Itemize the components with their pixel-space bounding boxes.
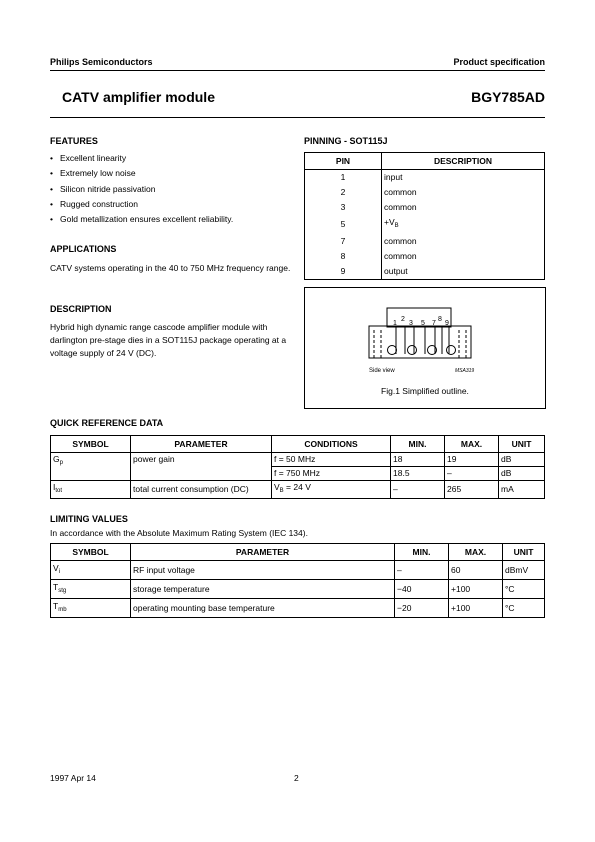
condition-main: V xyxy=(274,482,280,492)
table-row xyxy=(51,599,545,618)
pin-description-main: +V xyxy=(384,217,395,227)
parameter-cell: total current consumption (DC) xyxy=(131,481,272,499)
figure-caption: Fig.1 Simplified outline. xyxy=(381,386,469,396)
feature-item: • Silicon nitride passivation xyxy=(50,182,295,197)
symbol-subscript: p xyxy=(59,460,63,466)
pinning-heading: PINNING - SOT115J xyxy=(304,136,388,146)
pin-label: 1 xyxy=(393,320,397,327)
min-cell: – xyxy=(395,561,449,580)
symbol-main: G xyxy=(53,454,60,464)
symbol-cell xyxy=(51,561,131,580)
symbol-cell xyxy=(51,580,131,599)
col-symbol: SYMBOL xyxy=(51,544,131,561)
feature-item: • Gold metallization ensures excellent reliability. xyxy=(50,212,295,227)
conditions-cell xyxy=(272,481,391,499)
mounting-hole xyxy=(408,346,417,355)
pin-number: 5 xyxy=(305,215,382,234)
table-row xyxy=(305,234,545,249)
min-cell: 18 xyxy=(391,453,445,467)
limiting-intro: In accordance with the Absolute Maximum Rating System (IEC 134). xyxy=(50,528,308,538)
col-conditions: CONDITIONS xyxy=(272,436,391,453)
description-heading: DESCRIPTION xyxy=(50,304,112,314)
applications-heading: APPLICATIONS xyxy=(50,244,117,254)
max-cell: +100 xyxy=(449,599,503,618)
col-unit: UNIT xyxy=(499,436,545,453)
symbol-cell xyxy=(51,453,131,481)
parameter-cell: operating mounting base temperature xyxy=(131,599,395,618)
limiting-heading: LIMITING VALUES xyxy=(50,514,128,524)
figure-code: MSA319 xyxy=(455,368,475,374)
table-row xyxy=(51,453,545,467)
condition-tail: = 24 V xyxy=(283,482,311,492)
parameter-cell: power gain xyxy=(131,453,272,481)
conditions-cell: f = 50 MHz xyxy=(272,453,391,467)
pin-number: 3 xyxy=(305,200,382,215)
header-company: Philips Semiconductors xyxy=(50,57,153,67)
table-row xyxy=(51,481,545,499)
applications-text: CATV systems operating in the 40 to 750 MHz frequency range. xyxy=(50,263,291,273)
pin-label: 9 xyxy=(445,320,449,327)
table-row xyxy=(305,185,545,200)
features-heading: FEATURES xyxy=(50,136,98,146)
header-doctype: Product specification xyxy=(453,57,545,67)
figure-box xyxy=(304,287,546,409)
symbol-main: I xyxy=(53,482,56,492)
features-list xyxy=(50,151,295,227)
footer-date: 1997 Apr 14 xyxy=(50,773,96,783)
table-row xyxy=(305,215,545,234)
pin-description: common xyxy=(382,249,545,264)
symbol-subscript: i xyxy=(58,569,61,575)
table-row xyxy=(305,170,545,186)
part-number: BGY785AD xyxy=(471,89,545,105)
col-max: MAX. xyxy=(449,544,503,561)
pin-number: 2 xyxy=(305,185,382,200)
pin-description-subscript: B xyxy=(394,223,399,229)
unit-cell: dB xyxy=(499,453,545,467)
col-parameter: PARAMETER xyxy=(131,436,272,453)
pin-description: common xyxy=(382,200,545,215)
limiting-table xyxy=(50,543,545,618)
symbol-subscript: stg xyxy=(58,588,67,594)
min-cell: – xyxy=(391,481,445,499)
feature-item: • Excellent linearity xyxy=(50,151,295,166)
col-unit: UNIT xyxy=(503,544,545,561)
col-parameter: PARAMETER xyxy=(131,544,395,561)
min-cell: 18.5 xyxy=(391,467,445,481)
unit-cell: dBmV xyxy=(503,561,545,580)
pin-label: 2 xyxy=(401,316,405,323)
feature-item: • Rugged construction xyxy=(50,197,295,212)
symbol-subscript: tot xyxy=(55,488,63,494)
pin-description: common xyxy=(382,234,545,249)
document-title: CATV amplifier module xyxy=(62,89,215,105)
description-text: Hybrid high dynamic range cascode amplifier module with darlington pre-stage dies in a SOT115J package operating at a voltage supply of 24 V (DC). xyxy=(50,322,287,358)
pin-label: 3 xyxy=(409,320,413,327)
side-view-label: Side view xyxy=(369,368,395,374)
parameter-cell: RF input voltage xyxy=(131,561,395,580)
conditions-cell: f = 750 MHz xyxy=(272,467,391,481)
parameter-cell: storage temperature xyxy=(131,580,395,599)
max-cell: 19 xyxy=(445,453,499,467)
pinning-table xyxy=(304,152,545,280)
pin-number: 9 xyxy=(305,264,382,280)
pin-description: output xyxy=(382,264,545,280)
table-row xyxy=(51,580,545,599)
pin-number: 7 xyxy=(305,234,382,249)
symbol-main: V xyxy=(53,563,59,573)
col-max: MAX. xyxy=(445,436,499,453)
table-row xyxy=(51,561,545,580)
table-row xyxy=(305,200,545,215)
mounting-hole xyxy=(388,346,397,355)
max-cell: – xyxy=(445,467,499,481)
max-cell: +100 xyxy=(449,580,503,599)
col-min: MIN. xyxy=(395,544,449,561)
pin-column-header: PIN xyxy=(305,153,382,170)
pin-number: 8 xyxy=(305,249,382,264)
unit-cell: °C xyxy=(503,580,545,599)
unit-cell: dB xyxy=(499,467,545,481)
symbol-subscript: mb xyxy=(58,607,67,613)
quick-ref-table xyxy=(50,435,545,499)
col-symbol: SYMBOL xyxy=(51,436,131,453)
pin-description: input xyxy=(382,170,545,186)
symbol-cell xyxy=(51,481,131,499)
unit-cell: °C xyxy=(503,599,545,618)
unit-cell: mA xyxy=(499,481,545,499)
page-number: 2 xyxy=(294,773,299,783)
pin-label: 7 xyxy=(432,320,436,327)
pin-label: 8 xyxy=(438,316,442,323)
symbol-main: T xyxy=(53,601,59,611)
pin-label: 5 xyxy=(421,320,425,327)
min-cell: −20 xyxy=(395,599,449,618)
package-base xyxy=(369,326,471,358)
symbol-main: T xyxy=(53,582,59,592)
header-rule xyxy=(50,70,545,71)
min-cell: −40 xyxy=(395,580,449,599)
pin-number: 1 xyxy=(305,170,382,186)
quick-ref-heading: QUICK REFERENCE DATA xyxy=(50,418,164,428)
table-row xyxy=(305,264,545,280)
table-row xyxy=(305,249,545,264)
pin-description: common xyxy=(382,185,545,200)
condition-subscript: B xyxy=(279,488,284,494)
max-cell: 265 xyxy=(445,481,499,499)
pin-description xyxy=(382,215,545,234)
description-column-header: DESCRIPTION xyxy=(382,153,545,170)
feature-item: • Extremely low noise xyxy=(50,166,295,181)
col-min: MIN. xyxy=(391,436,445,453)
title-rule xyxy=(50,117,545,118)
max-cell: 60 xyxy=(449,561,503,580)
mounting-hole xyxy=(447,346,456,355)
symbol-cell xyxy=(51,599,131,618)
